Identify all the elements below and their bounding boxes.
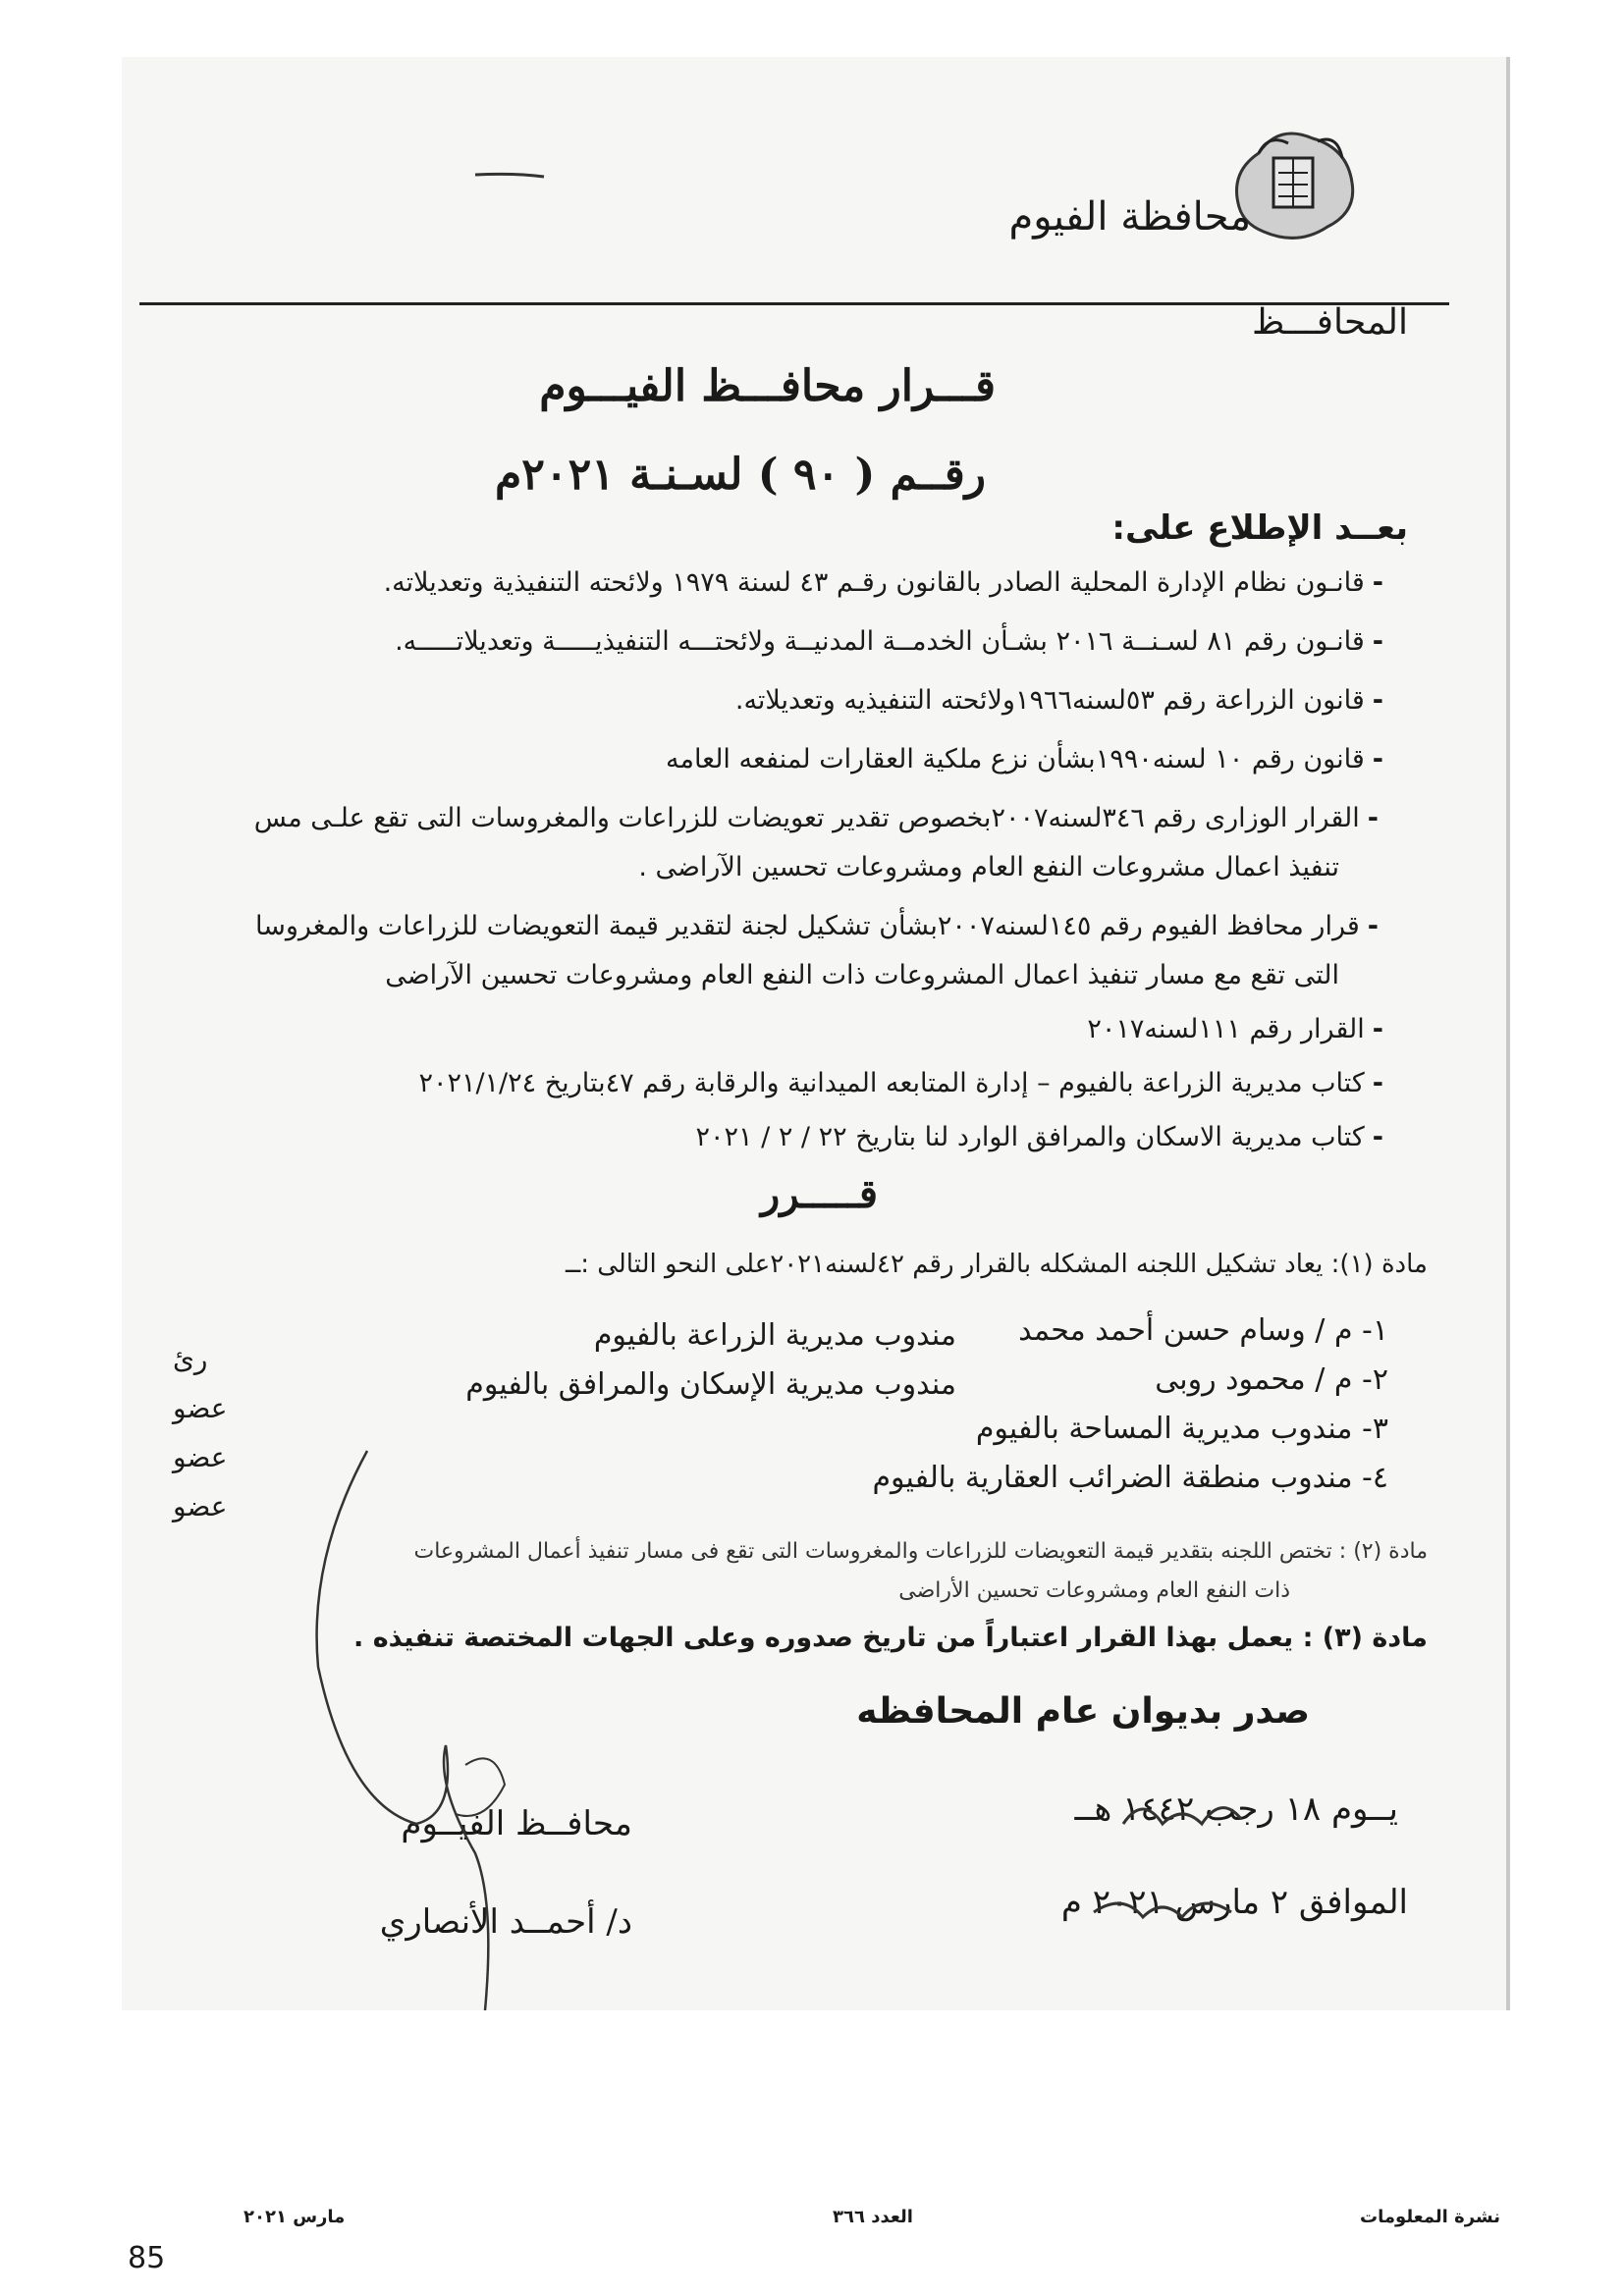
signatory-title: محافــظ الفيــوم — [401, 1804, 632, 1843]
governor-label: المحافـــظ — [1251, 302, 1408, 343]
footer-publication: نشرة المعلومات — [1360, 2207, 1500, 2227]
member-representative: مندوب مديرية الزراعة بالفيوم — [593, 1318, 956, 1353]
decision-number: رقــم ( ٩٠ ) لسـنـة ٢٠٢١م — [495, 450, 986, 500]
scanned-document — [122, 57, 1510, 2010]
decision-title: قـــرار محافـــظ الفيـــوم — [539, 361, 996, 411]
cut-off-fragment: عضو — [173, 1392, 228, 1424]
reference-item: -قرار محافظ الفيوم رقم ١٤٥لسنه٢٠٠٧بشأن تشكيل لجنة لتقدير قيمة التعويضات للزراعات والمغروسا — [255, 911, 1379, 941]
cut-off-fragment: عضو — [173, 1490, 228, 1522]
member-item: ١- م / وسام حسن أحمد محمد — [1018, 1313, 1388, 1348]
reference-item: -كتاب مديرية الاسكان والمرافق الوارد لنا بتاريخ ٢٢ / ٢ / ٢٠٢١ — [695, 1122, 1383, 1152]
reference-item: -القرار الوزارى رقم ٣٤٦لسنه٢٠٠٧بخصوص تقدير تعويضات للزراعات والمغروسات التى تقع علـى مس — [253, 803, 1379, 833]
reference-continuation: التى تقع مع مسار تنفيذ اعمال المشروعات ذات النفع العام ومشروعات تحسين الآراضى — [385, 960, 1339, 990]
reference-item: -قانون الزراعة رقم ٥٣لسنه١٩٦٦ولائحته التنفيذيه وتعديلاته. — [734, 685, 1383, 716]
reference-continuation: تنفيذ اعمال مشروعات النفع العام ومشروعات تحسين الآراضى . — [638, 852, 1339, 882]
article-2: مادة (٢) : تختص اللجنه بتقدير قيمة التعويضات للزراعات والمغروسات التى تقع فى مسار تنفيذ أعمال المشروعات — [413, 1539, 1428, 1564]
governorate-name: محافظة الفيوم — [1008, 194, 1251, 240]
handwriting-strokes — [122, 57, 1506, 2010]
cut-off-fragment: عضو — [173, 1441, 228, 1473]
article-2-continuation: ذات النفع العام ومشروعات تحسين الأراضى — [898, 1578, 1290, 1603]
reference-item: -قانون رقم ١٠ لسنه١٩٩٠بشأن نزع ملكية العقارات لمنفعه العامه — [666, 744, 1383, 774]
page-number: 85 — [128, 2241, 166, 2275]
gregorian-date: الموافق ٢ مارس ٢٠٢١ م — [1060, 1883, 1408, 1922]
member-item: ٤- مندوب منطقة الضرائب العقارية بالفيوم — [872, 1461, 1388, 1495]
cut-off-fragment: رئ — [173, 1343, 208, 1375]
decree-heading: قـــــرر — [760, 1171, 878, 1217]
reference-item: -قانـون نظام الإدارة المحلية الصادر بالقانون رقـم ٤٣ لسنة ١٩٧٩ ولائحته التنفيذية وتعديلاته. — [383, 567, 1383, 598]
reference-item: -قانـون رقم ٨١ لسـنــة ٢٠١٦ بشـأن الخدمــة المدنيــة ولائحتـــه التنفيذيـــــة وتعديلاتـــــه. — [395, 626, 1383, 657]
signatory-name: د/ أحمــد الأنصاري — [379, 1902, 632, 1942]
member-item: ٢- م / محمود روبى — [1155, 1362, 1388, 1397]
article-1: مادة (١): يعاد تشكيل اللجنه المشكله بالقرار رقم ٤٢لسنه٢٠٢١على النحو التالى :ــ — [565, 1250, 1428, 1279]
after-review-heading: بعــد الإطلاع على: — [1111, 508, 1408, 548]
reference-item: -القرار رقم ١١١لسنه٢٠١٧ — [1087, 1014, 1383, 1044]
issued-at: صدر بديوان عام المحافظه — [856, 1691, 1310, 1732]
hijri-date: يــوم ١٨ رجب ١٤٤٢ هــ — [1074, 1789, 1398, 1829]
member-representative: مندوب مديرية الإسكان والمرافق بالفيوم — [465, 1367, 956, 1402]
reference-item: -كتاب مديرية الزراعة بالفيوم – إدارة المتابعه الميدانية والرقابة رقم ٤٧بتاريخ ٢٠٢١/١/٢٤ — [418, 1068, 1383, 1098]
article-3: مادة (٣) : يعمل بهذا القرار اعتباراً من تاريخ صدوره وعلى الجهات المختصة تنفيذه . — [353, 1623, 1428, 1653]
footer-date: مارس ٢٠٢١ — [244, 2207, 346, 2227]
member-item: ٣- مندوب مديرية المساحة بالفيوم — [975, 1412, 1388, 1446]
footer-issue: العدد ٣٦٦ — [833, 2207, 913, 2227]
